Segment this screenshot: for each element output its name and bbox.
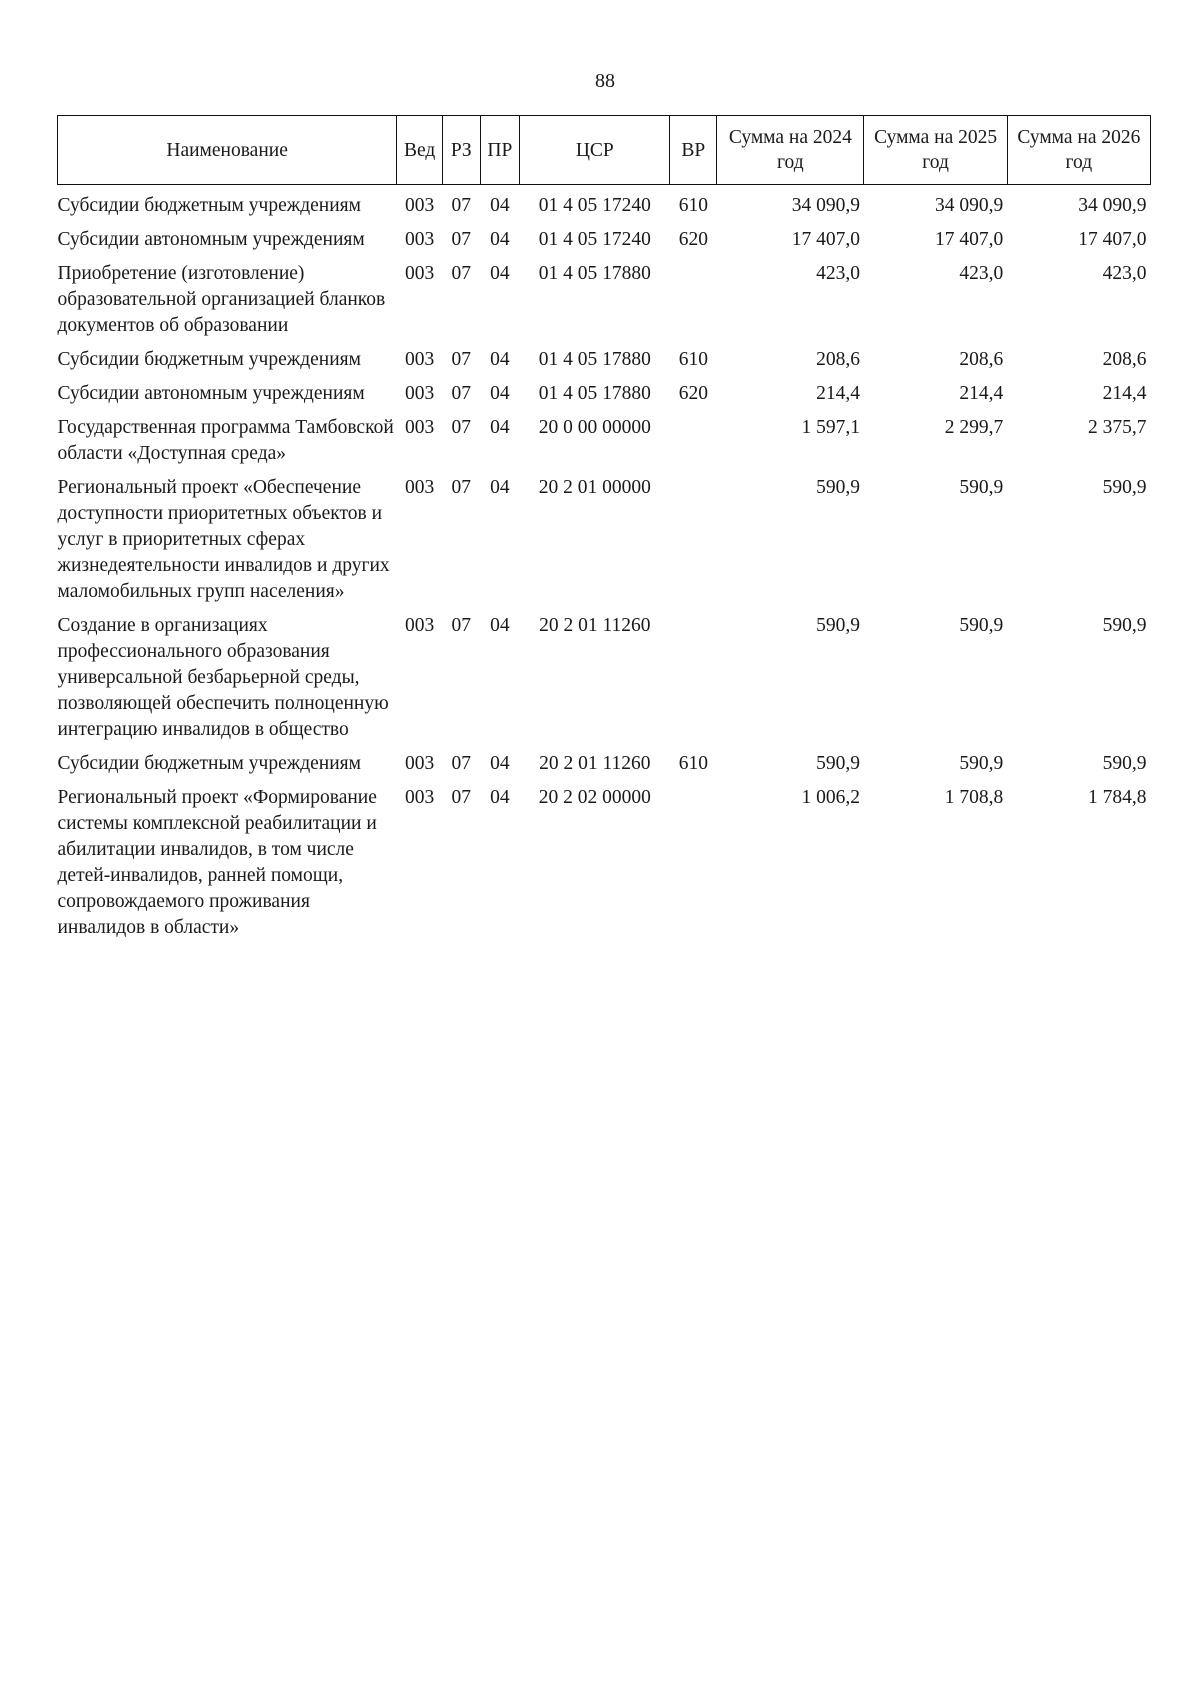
cell-name: Субсидии бюджетным учреждениям bbox=[57, 195, 361, 216]
header-sum-2026: Сумма на 2026 год bbox=[1007, 116, 1150, 185]
header-ved: Вед bbox=[397, 116, 443, 185]
cell-sum-2025: 590,9 bbox=[959, 477, 1004, 498]
cell-sum-2025: 1 708,8 bbox=[944, 787, 1004, 808]
cell-sum-2026: 208,6 bbox=[1102, 349, 1147, 370]
cell-sum-2026: 590,9 bbox=[1102, 753, 1147, 774]
cell-name: Субсидии бюджетным учреждениям bbox=[57, 349, 361, 370]
cell-vr bbox=[670, 253, 717, 339]
cell-sum-2026: 590,9 bbox=[1102, 615, 1147, 636]
cell-csr: 20 2 01 11260 bbox=[539, 753, 651, 774]
cell-rz: 07 bbox=[451, 349, 471, 370]
cell-sum-2024: 1 597,1 bbox=[801, 417, 860, 438]
cell-pr: 04 bbox=[490, 195, 510, 216]
cell-sum-2024: 208,6 bbox=[816, 349, 860, 370]
cell-vr: 620 bbox=[678, 383, 708, 404]
cell-sum-2025: 17 407,0 bbox=[934, 229, 1004, 250]
cell-csr: 20 2 02 00000 bbox=[538, 787, 651, 808]
cell-sum-2025: 214,4 bbox=[959, 383, 1004, 404]
cell-pr: 04 bbox=[490, 787, 510, 808]
cell-pr: 04 bbox=[490, 383, 510, 404]
cell-name: Субсидии бюджетным учреждениям bbox=[57, 753, 361, 774]
cell-vr bbox=[670, 467, 717, 605]
cell-pr: 04 bbox=[490, 753, 510, 774]
cell-sum-2024: 590,9 bbox=[816, 753, 860, 774]
cell-ved: 003 bbox=[404, 229, 435, 250]
cell-pr: 04 bbox=[490, 417, 510, 438]
table-row bbox=[58, 467, 1151, 605]
cell-name: Субсидии автономным учреждениям bbox=[57, 229, 365, 250]
cell-sum-2025: 590,9 bbox=[959, 615, 1004, 636]
cell-name: Создание в организациях профессионального образования универсальной безбарьерной среды, позволяющей обеспечить полноценную интеграцию инвалидов в общество bbox=[57, 615, 389, 740]
cell-sum-2024: 590,9 bbox=[816, 477, 860, 498]
cell-vr bbox=[670, 777, 717, 941]
cell-ved: 003 bbox=[404, 787, 435, 808]
cell-sum-2024: 34 090,9 bbox=[791, 195, 860, 216]
cell-rz: 07 bbox=[451, 383, 471, 404]
cell-rz: 07 bbox=[451, 787, 471, 808]
cell-csr: 01 4 05 17880 bbox=[538, 349, 651, 370]
cell-pr: 04 bbox=[490, 229, 510, 250]
cell-sum-2025: 590,9 bbox=[959, 753, 1004, 774]
table-row bbox=[58, 407, 1151, 467]
cell-sum-2024: 214,4 bbox=[816, 383, 860, 404]
table-row bbox=[58, 339, 1151, 373]
cell-csr: 20 0 00 00000 bbox=[538, 417, 651, 438]
cell-csr: 20 2 01 11260 bbox=[539, 615, 651, 636]
cell-sum-2026: 34 090,9 bbox=[1078, 195, 1147, 216]
cell-sum-2026: 1 784,8 bbox=[1088, 787, 1147, 808]
cell-rz: 07 bbox=[451, 263, 471, 284]
cell-name: Субсидии автономным учреждениям bbox=[57, 383, 365, 404]
budget-table bbox=[57, 115, 1151, 941]
cell-name: Приобретение (изготовление) образовательной организацией бланков документов об образовании bbox=[57, 263, 386, 336]
header-csr: ЦСР bbox=[520, 116, 670, 185]
cell-name: Региональный проект «Обеспечение доступности приоритетных объектов и услуг в приоритетных сферах жизнедеятельности инвалидов и других маломобильных групп населения» bbox=[57, 477, 390, 602]
cell-vr: 610 bbox=[678, 349, 708, 370]
cell-sum-2024: 590,9 bbox=[816, 615, 860, 636]
header-rz: РЗ bbox=[442, 116, 480, 185]
cell-sum-2026: 590,9 bbox=[1102, 477, 1147, 498]
cell-rz: 07 bbox=[451, 195, 471, 216]
cell-csr: 01 4 05 17240 bbox=[538, 229, 651, 250]
table-row bbox=[58, 743, 1151, 777]
header-sum-2025: Сумма на 2025 год bbox=[864, 116, 1007, 185]
cell-name: Государственная программа Тамбовской области «Доступная среда» bbox=[57, 417, 394, 464]
table-row bbox=[58, 605, 1151, 743]
table-header-row bbox=[58, 116, 1151, 185]
cell-csr: 01 4 05 17240 bbox=[538, 195, 651, 216]
cell-vr: 610 bbox=[678, 753, 708, 774]
cell-ved: 003 bbox=[404, 753, 435, 774]
cell-sum-2025: 34 090,9 bbox=[934, 195, 1004, 216]
cell-sum-2026: 423,0 bbox=[1102, 263, 1147, 284]
cell-sum-2024: 17 407,0 bbox=[791, 229, 860, 250]
header-vr: ВР bbox=[670, 116, 717, 185]
cell-sum-2026: 17 407,0 bbox=[1078, 229, 1147, 250]
cell-rz: 07 bbox=[451, 229, 471, 250]
cell-pr: 04 bbox=[490, 477, 510, 498]
cell-pr: 04 bbox=[490, 349, 510, 370]
cell-vr: 620 bbox=[678, 229, 708, 250]
table-row bbox=[58, 219, 1151, 253]
cell-ved: 003 bbox=[404, 615, 435, 636]
page-number: 88 bbox=[595, 70, 615, 92]
cell-vr bbox=[670, 407, 717, 467]
cell-vr: 610 bbox=[678, 195, 708, 216]
cell-sum-2026: 2 375,7 bbox=[1088, 417, 1147, 438]
cell-csr: 20 2 01 00000 bbox=[538, 477, 651, 498]
cell-sum-2025: 2 299,7 bbox=[944, 417, 1004, 438]
header-pr: ПР bbox=[480, 116, 520, 185]
header-name: Наименование bbox=[58, 116, 397, 185]
cell-sum-2024: 1 006,2 bbox=[801, 787, 860, 808]
cell-ved: 003 bbox=[404, 349, 435, 370]
cell-ved: 003 bbox=[404, 477, 435, 498]
table-row bbox=[58, 373, 1151, 407]
cell-ved: 003 bbox=[404, 195, 435, 216]
cell-ved: 003 bbox=[404, 383, 435, 404]
cell-csr: 01 4 05 17880 bbox=[538, 383, 651, 404]
cell-rz: 07 bbox=[451, 615, 471, 636]
cell-sum-2025: 208,6 bbox=[959, 349, 1004, 370]
header-sum-2024: Сумма на 2024 год bbox=[717, 116, 864, 185]
cell-sum-2025: 423,0 bbox=[959, 263, 1004, 284]
cell-name: Региональный проект «Формирование системы комплексной реабилитации и абилитации инвалидов, в том числе детей-инвалидов, ранней помощи, сопровождаемого проживания инвалидов в области» bbox=[57, 787, 377, 938]
cell-sum-2024: 423,0 bbox=[816, 263, 860, 284]
table-row bbox=[58, 253, 1151, 339]
table-row bbox=[58, 777, 1151, 941]
table-row bbox=[58, 185, 1151, 220]
cell-ved: 003 bbox=[404, 263, 435, 284]
cell-ved: 003 bbox=[404, 417, 435, 438]
cell-pr: 04 bbox=[490, 615, 510, 636]
cell-rz: 07 bbox=[451, 753, 471, 774]
cell-sum-2026: 214,4 bbox=[1102, 383, 1147, 404]
cell-vr bbox=[670, 605, 717, 743]
cell-rz: 07 bbox=[451, 477, 471, 498]
cell-csr: 01 4 05 17880 bbox=[538, 263, 651, 284]
cell-rz: 07 bbox=[451, 417, 471, 438]
cell-pr: 04 bbox=[490, 263, 510, 284]
